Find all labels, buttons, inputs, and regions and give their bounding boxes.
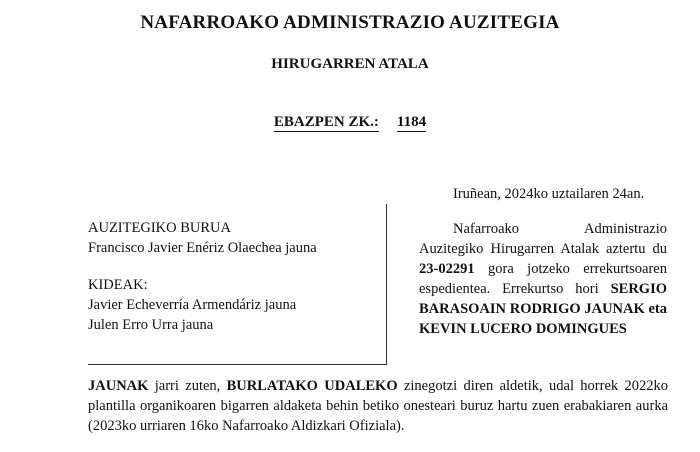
resolution-label: EBAZPEN ZK.: [273, 114, 379, 130]
body-paragraph-continued [88, 376, 668, 436]
resolution-number: 1184 [396, 114, 427, 130]
right-column [419, 184, 667, 339]
member-name: Julen Erro Urra jauna [88, 317, 214, 333]
section-title: HIRUGARREN ATALA [271, 56, 429, 72]
panel-box [88, 204, 387, 365]
body-text: gora jotzeko errekurtsoaren espedientea. Errekurtso hori [419, 261, 667, 297]
resolution-heading [0, 114, 700, 131]
members-title: KIDEAK: [88, 277, 148, 293]
case-number: 23-02291 [419, 261, 475, 277]
president-block [88, 218, 317, 258]
president-name: Francisco Javier Enériz Olaechea jauna [88, 240, 317, 256]
appellants-end: JAUNAK [88, 378, 149, 394]
president-title: AUZITEGIKO BURUA [88, 220, 231, 236]
body-paragraph-start [419, 219, 667, 339]
body-text: jarri zuten, [148, 378, 227, 394]
appellants-start: SERGIO BARASOAIN RODRIGO JAUNAK eta KEVIN LUCERO DOMINGUES [419, 281, 667, 337]
member-name: Javier Echeverría Armendáriz jauna [88, 297, 297, 313]
council-name: BURLATAKO UDALEKO [226, 378, 398, 394]
body-text: Nafarroako Administrazio Auzitegiko Hirugarren Atalak aztertu du [419, 221, 667, 257]
date-line: Iruñean, 2024ko uztailaren 24an. [453, 186, 645, 202]
members-block [88, 275, 296, 335]
body-text: zinegotzi diren aldetik, udal horrek 2022ko plantilla organikoaren bigarren aldaketa behin betiko onesteari buruz hartu zuen erabakiaren aurka (2023ko urriaren 16ko Nafarroako Aldizkari Ofiziala). [88, 378, 668, 434]
court-title: NAFARROAKO ADMINISTRAZIO AUZITEGIA [140, 12, 560, 33]
